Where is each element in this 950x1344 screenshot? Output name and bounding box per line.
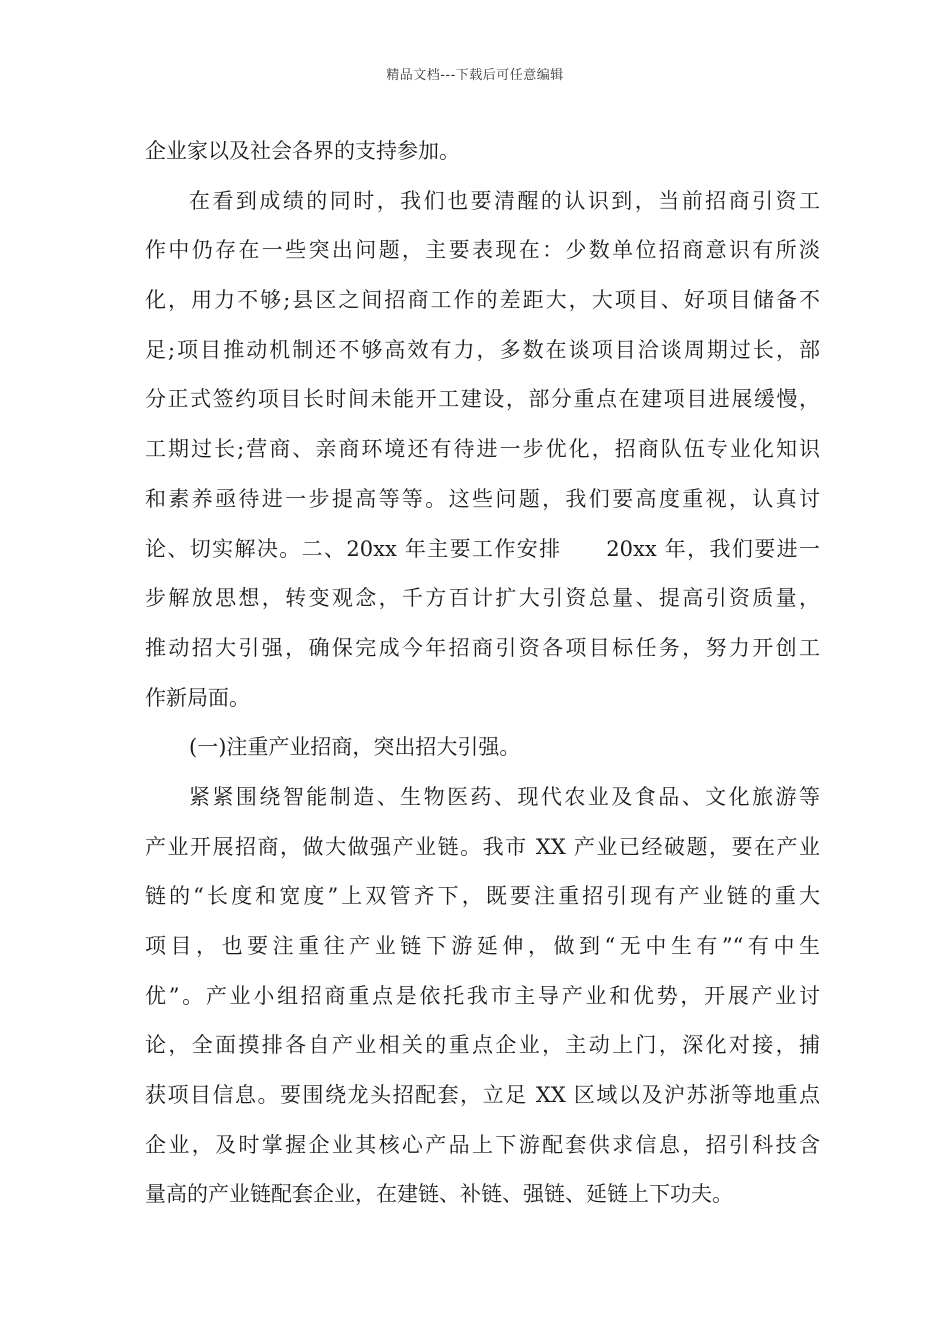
text-line: 在看到成绩的同时，我们也要清醒的认识到，当前招商引资工 — [189, 188, 820, 213]
section-heading — [145, 723, 820, 773]
text-line: 紧紧围绕智能制造、生物医药、现代农业及食品、文化旅游等 — [189, 784, 820, 809]
text-line: 获项目信息。要围绕龙头招配套，立足 XX 区域以及沪苏浙等地重点 — [145, 1083, 820, 1108]
text-line: 论、切实解决。二、20xx 年主要工作安排 20xx 年，我们要进一 — [145, 536, 820, 561]
text-line: 步解放思想，转变观念，千方百计扩大引资总量、提高引资质量， — [145, 586, 820, 611]
text-line: 分正式签约项目长时间未能开工建设，部分重点在建项目进展缓慢， — [145, 387, 820, 412]
text-line: 项目，也要注重往产业链下游延伸，做到“无中生有”“有中生 — [145, 934, 820, 958]
text-line: 量高的产业链配套企业，在建链、补链、强链、延链上下功夫。 — [145, 1182, 733, 1207]
text-line: 足;项目推动机制还不够高效有力，多数在谈项目洽谈周期过长，部 — [145, 337, 820, 362]
text-line: 产业开展招商，做大做强产业链。我市 XX 产业已经破题，要在产业 — [145, 834, 820, 859]
text-line: 企业家以及社会各界的支持参加。 — [145, 139, 460, 163]
paragraph-3 — [145, 773, 820, 1220]
document-body — [145, 127, 820, 1220]
text-line: 化，用力不够;县区之间招商工作的差距大，大项目、好项目储备不 — [145, 288, 820, 313]
text-line: (一)注重产业招商，突出招大引强。 — [189, 735, 521, 760]
text-line: 和素养亟待进一步提高等等。这些问题，我们要高度重视，认真讨 — [145, 486, 820, 511]
page-header: 精品文档---下载后可任意编辑 — [386, 68, 564, 83]
text-line: 企业，及时掌握企业其核心产品上下游配套供求信息，招引科技含 — [145, 1132, 820, 1157]
paragraph-1 — [145, 127, 820, 177]
text-line: 论，全面摸排各自产业相关的重点企业，主动上门，深化对接，捕 — [145, 1033, 820, 1058]
text-line: 工期过长;营商、亲商环境还有待进一步优化，招商队伍专业化知识 — [145, 437, 820, 462]
text-line: 作新局面。 — [145, 685, 250, 710]
text-line: 推动招大引强，确保完成今年招商引资各项目标任务，努力开创工 — [145, 635, 820, 660]
text-line: 作中仍存在一些突出问题，主要表现在：少数单位招商意识有所淡 — [145, 238, 820, 263]
paragraph-2 — [145, 177, 820, 724]
text-line: 链的“长度和宽度”上双管齐下，既要注重招引现有产业链的重大 — [145, 884, 820, 909]
text-line: 优”。产业小组招商重点是依托我市主导产业和优势，开展产业讨 — [145, 983, 820, 1008]
